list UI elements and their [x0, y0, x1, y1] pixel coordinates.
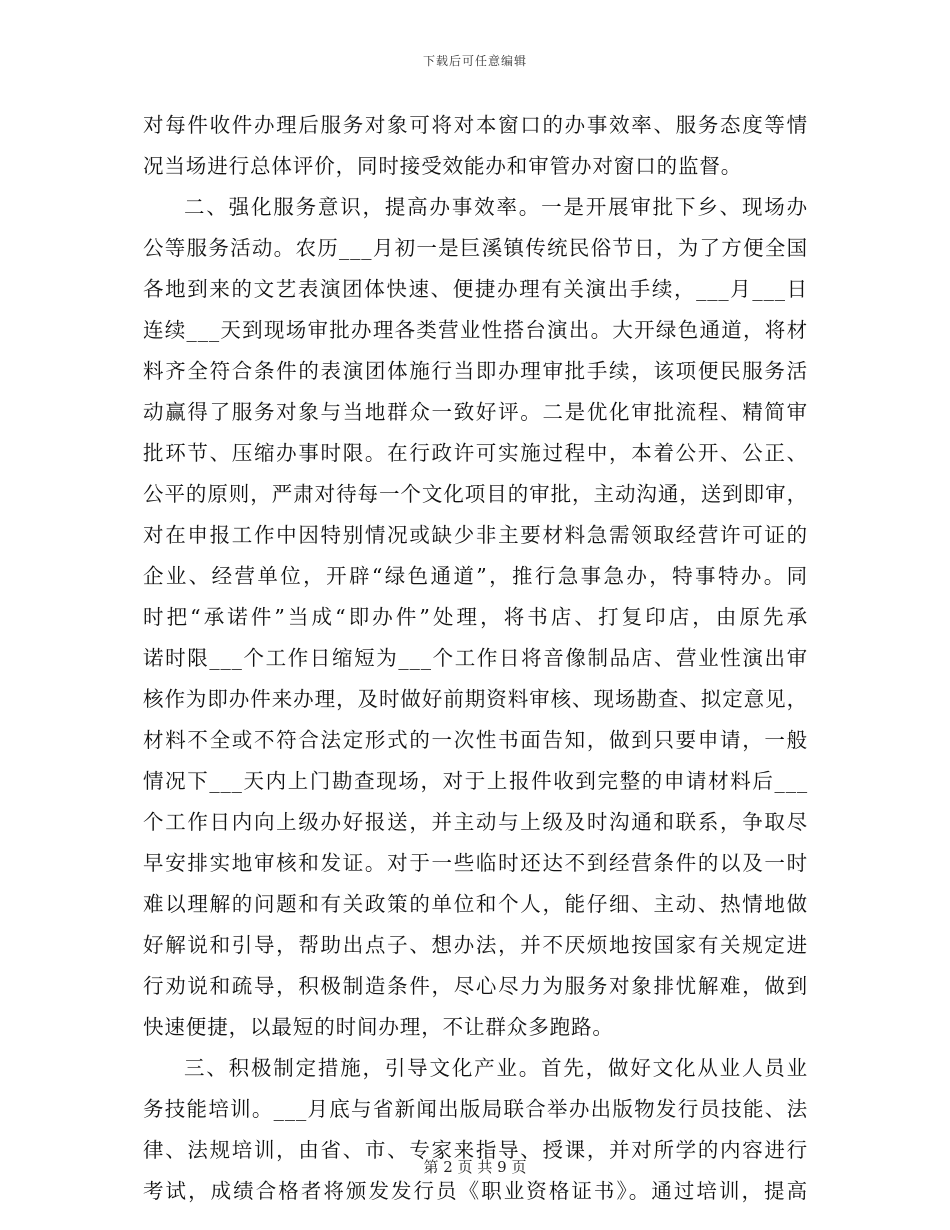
text-line: 材料不全或不符合法定形式的一次性书面告知，做到只要申请，一般 — [143, 728, 808, 752]
page-number-footer: 第 2 页 共 9 页 — [423, 1158, 527, 1176]
text-line: 核作为即办件来办理，及时做好前期资料审核、现场勘查、拟定意见， — [143, 687, 808, 711]
text-line: 情况下___天内上门勘查现场，对于上报件收到完整的申请材料后___ — [143, 769, 808, 793]
text-line: 考试，成绩合格者将颁发发行员《职业资格证书》。通过培训，提高 — [143, 1179, 808, 1203]
page-header: 下载后可任意编辑 — [422, 54, 527, 68]
text-line: 批环节、压缩办事时限。在行政许可实施过程中，本着公开、公正、 — [143, 441, 808, 465]
text-line: 时把“承诺件”当成“即办件”处理，将书店、打复印店，由原先承 — [143, 605, 808, 629]
document-body — [143, 105, 808, 1212]
text-line: 行劝说和疏导，积极制造条件，尽心尽力为服务对象排忧解难，做到 — [143, 974, 808, 998]
text-line: 况当场进行总体评价，同时接受效能办和审管办对窗口的监督。 — [143, 154, 743, 178]
paragraph-start-line: 二、强化服务意识，提高办事效率。一是开展审批下乡、现场办 — [184, 195, 808, 219]
text-line: 好解说和引导，帮助出点子、想办法，并不厌烦地按国家有关规定进 — [143, 933, 808, 957]
text-line: 企业、经营单位，开辟“绿色通道”，推行急事急办，特事特办。同 — [143, 564, 808, 588]
paragraph-start-line: 三、积极制定措施，引导文化产业。首先，做好文化从业人员业 — [184, 1056, 808, 1080]
text-line: 料齐全符合条件的表演团体施行当即办理审批手续，该项便民服务活 — [143, 359, 808, 383]
text-line: 对在申报工作中因特别情况或缺少非主要材料急需领取经营许可证的 — [143, 523, 808, 547]
text-line: 公平的原则，严肃对待每一个文化项目的审批，主动沟通，送到即审， — [143, 482, 808, 506]
text-line: 公等服务活动。农历___月初一是巨溪镇传统民俗节日，为了方便全国 — [143, 236, 808, 260]
text-line: 个工作日内向上级办好报送，并主动与上级及时沟通和联系，争取尽 — [143, 810, 808, 834]
text-line: 对每件收件办理后服务对象可将对本窗口的办事效率、服务态度等情 — [143, 113, 808, 137]
text-line: 难以理解的问题和有关政策的单位和个人，能仔细、主动、热情地做 — [143, 892, 808, 916]
text-line: 动赢得了服务对象与当地群众一致好评。二是优化审批流程、精简审 — [143, 400, 808, 424]
text-line: 早安排实地审核和发证。对于一些临时还达不到经营条件的以及一时 — [143, 851, 808, 875]
text-line: 律、法规培训，由省、市、专家来指导、授课，并对所学的内容进行 — [143, 1138, 808, 1162]
text-line: 快速便捷，以最短的时间办理，不让群众多跑路。 — [143, 1015, 614, 1039]
text-line: 诺时限___个工作日缩短为___个工作日将音像制品店、营业性演出审 — [143, 646, 808, 670]
text-line: 各地到来的文艺表演团体快速、便捷办理有关演出手续，___月___日 — [143, 277, 808, 301]
text-line: 务技能培训。___月底与省新闻出版局联合举办出版物发行员技能、法 — [143, 1097, 808, 1121]
text-line: 连续___天到现场审批办理各类营业性搭台演出。大开绿色通道，将材 — [143, 318, 808, 342]
